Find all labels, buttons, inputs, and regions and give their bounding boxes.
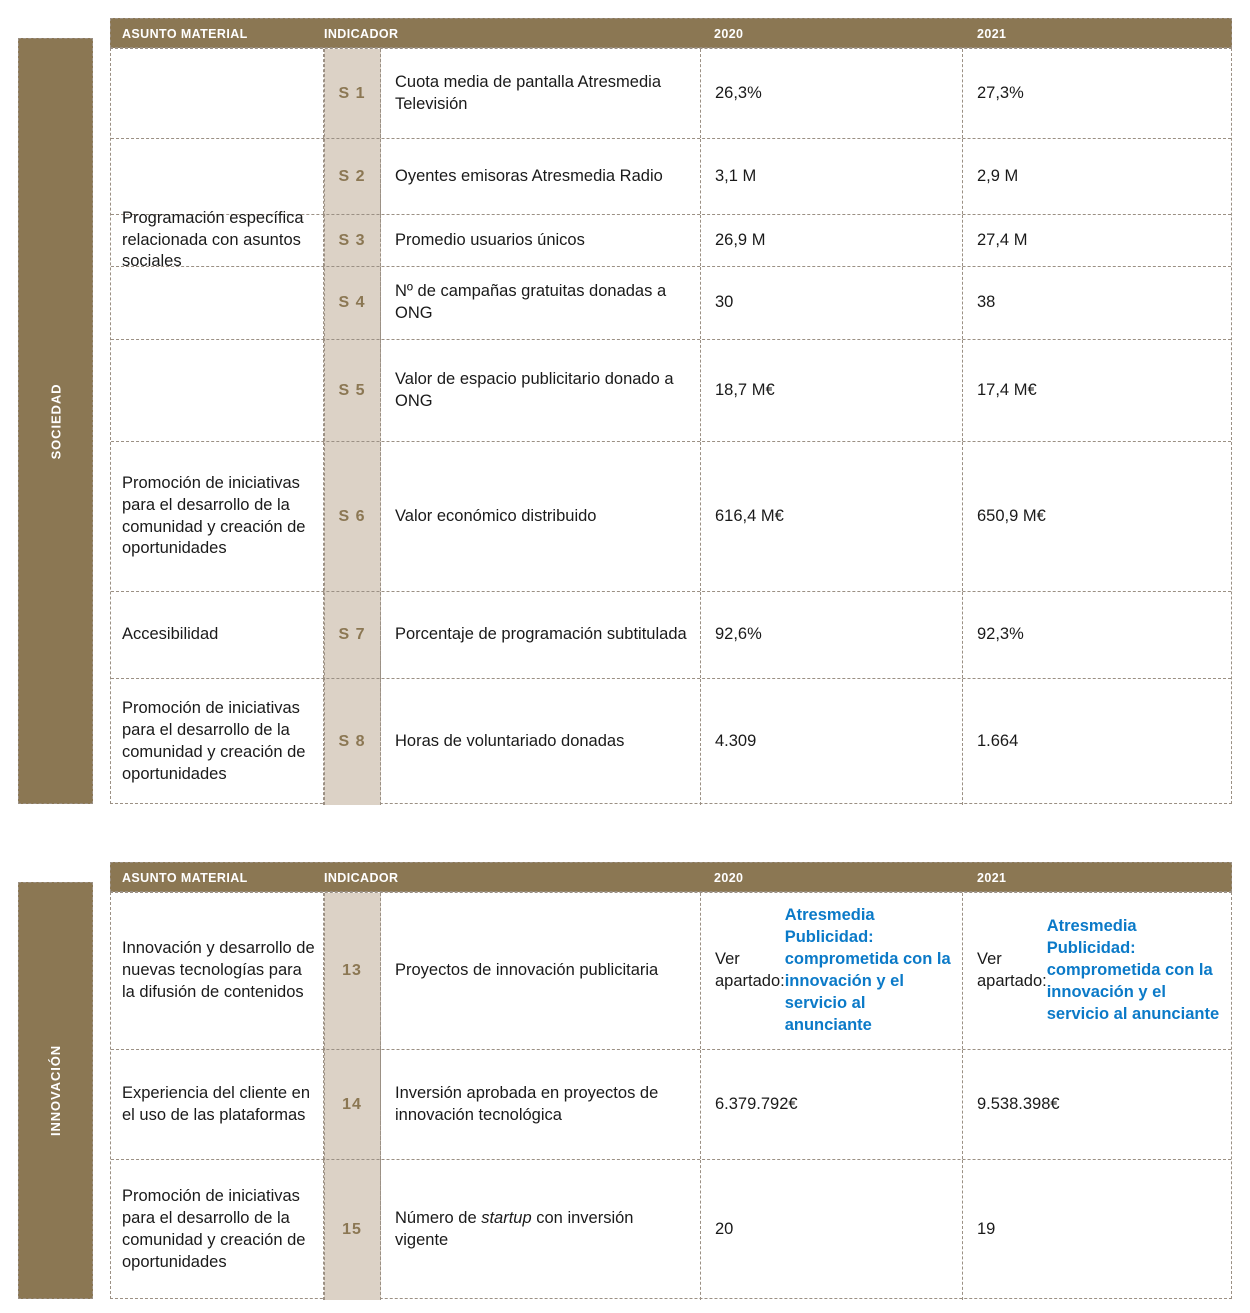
cell-value-2021: 27,3% <box>977 83 1024 102</box>
cell-indicator-code: S 8 <box>324 679 381 805</box>
cell-indicator-name: Valor de espacio publicitario donado a ONG <box>381 340 701 441</box>
cell-value-2021: 1.664 <box>977 732 1019 751</box>
table-row <box>111 679 1231 805</box>
cell-indicator-code: S 7 <box>324 592 381 678</box>
cell-value-2021: 38 <box>977 293 996 312</box>
cell-asunto-material: Promoción de iniciativas para el desarrollo de la comunidad y creación de oportunidades <box>111 442 324 591</box>
table-grid-sociedad <box>110 48 1232 804</box>
table-row <box>111 1050 1231 1160</box>
cell-value-2020: 4.309 <box>701 679 963 805</box>
header-asunto-material: ASUNTO MATERIAL <box>122 871 248 885</box>
category-label-innovacion: INNOVACIÓN <box>48 1044 64 1137</box>
cell-indicator-code: 14 <box>324 1050 381 1159</box>
indicator-name-post: con inversión vigente <box>395 1209 634 1249</box>
cell-indicator-code: S 1 <box>324 49 381 138</box>
table-header-innovacion <box>110 862 1232 892</box>
cell-asunto-material <box>111 340 324 441</box>
cell-value-2020: 6.379.792€ <box>701 1050 963 1159</box>
table-row <box>111 893 1231 1050</box>
cell-indicator-code: 13 <box>324 893 381 1049</box>
cell-value-2021: 17,4 M€ <box>977 380 1037 399</box>
cell-value-2020: 26,3% <box>701 49 963 138</box>
table-row <box>111 49 1231 139</box>
table-row <box>111 442 1231 592</box>
cell-indicator-name: Oyentes emisoras Atresmedia Radio <box>381 139 701 214</box>
header-year-2020: 2020 <box>714 871 744 885</box>
cell-indicator-name: Horas de voluntariado donadas <box>381 679 701 805</box>
cell-value-2020: 26,9 M <box>701 215 963 266</box>
header-asunto-material: ASUNTO MATERIAL <box>122 27 248 41</box>
cell-value-2020: 18,7 M€ <box>701 340 963 441</box>
cell-asunto-material <box>111 49 324 138</box>
cell-asunto-material: Innovación y desarrollo de nuevas tecnologías para la difusión de contenidos <box>111 893 324 1049</box>
category-bar-sociedad <box>18 38 93 804</box>
table-row <box>111 139 1231 215</box>
table-block-innovacion <box>0 862 1250 1299</box>
cell-asunto-material: Experiencia del cliente en el uso de las plataformas <box>111 1050 324 1159</box>
cell-asunto-material: Programación específica relacionada con asuntos sociales <box>111 215 324 266</box>
cell-indicator-name: Valor económico distribuido <box>381 442 701 591</box>
category-label-sociedad: SOCIEDAD <box>48 383 64 459</box>
cell-value-2021 <box>963 893 1231 1049</box>
cell-value-2021: 27,4 M <box>977 230 1028 249</box>
table-header-sociedad <box>110 18 1232 48</box>
cell-value-2021: 19 <box>977 1220 996 1239</box>
cell-indicator-name <box>381 1160 701 1300</box>
cell-value-2021: 650,9 M€ <box>977 506 1046 525</box>
table-row <box>111 208 1231 271</box>
table-row <box>111 1160 1231 1300</box>
cell-indicator-code: S 4 <box>324 267 381 339</box>
table-block-sociedad <box>0 18 1250 804</box>
cell-value-2021: 9.538.398€ <box>977 1094 1060 1113</box>
cell-indicator-code: S 3 <box>324 215 381 266</box>
category-bar-innovacion <box>18 882 93 1299</box>
cell-value-2020: 3,1 M <box>701 139 963 214</box>
cell-indicator-name: Promedio usuarios únicos <box>381 215 701 266</box>
cell-indicator-name: Cuota media de pantalla Atresmedia Televisión <box>381 49 701 138</box>
cell-asunto-material <box>111 267 324 339</box>
cell-indicator-name: Inversión aprobada en proyectos de innovación tecnológica <box>381 1050 701 1159</box>
cell-value-2021: 92,3% <box>977 625 1024 644</box>
indicator-name-pre: Número de <box>395 1209 482 1228</box>
indicator-name-emphasis: startup <box>481 1209 532 1228</box>
table-row <box>111 592 1231 679</box>
cell-indicator-code: S 6 <box>324 442 381 591</box>
cell-indicator-name: Porcentaje de programación subtitulada <box>381 592 701 678</box>
table-grid-innovacion <box>110 892 1232 1299</box>
cell-indicator-code: S 2 <box>324 139 381 214</box>
header-indicador: INDICADOR <box>324 27 399 41</box>
cell-indicator-code: S 5 <box>324 340 381 441</box>
table-row <box>111 267 1231 340</box>
cell-value-2020 <box>701 893 963 1049</box>
section-link-2021[interactable]: Atresmedia Publicidad: comprometida con la innovación y el servicio al anunciante <box>1046 917 1220 1023</box>
value-prefix-2021: Ver apartado: <box>977 950 1047 990</box>
cell-asunto-material: Promoción de iniciativas para el desarrollo de la comunidad y creación de oportunidades <box>111 1160 324 1300</box>
cell-value-2021: 2,9 M <box>977 166 1019 185</box>
cell-value-2020: 92,6% <box>701 592 963 678</box>
header-indicador: INDICADOR <box>324 871 399 885</box>
table-row <box>111 340 1231 442</box>
cell-value-2020: 616,4 M€ <box>701 442 963 591</box>
cell-indicator-name: Nº de campañas gratuitas donadas a ONG <box>381 267 701 339</box>
cell-asunto-material: Accesibilidad <box>111 592 324 678</box>
value-prefix-2020: Ver apartado: <box>715 950 785 990</box>
cell-value-2020: 30 <box>701 267 963 339</box>
cell-asunto-material: Promoción de iniciativas para el desarrollo de la comunidad y creación de oportunidades <box>111 679 324 805</box>
cell-indicator-name: Proyectos de innovación publicitaria <box>381 893 701 1049</box>
cell-value-2020: 20 <box>701 1160 963 1300</box>
cell-asunto-material <box>111 139 324 214</box>
header-year-2021: 2021 <box>977 27 1007 41</box>
cell-indicator-code: 15 <box>324 1160 381 1300</box>
header-year-2020: 2020 <box>714 27 744 41</box>
header-year-2021: 2021 <box>977 871 1007 885</box>
section-link-2020[interactable]: Atresmedia Publicidad: comprometida con la innovación y el servicio al anunciante <box>784 906 951 1034</box>
